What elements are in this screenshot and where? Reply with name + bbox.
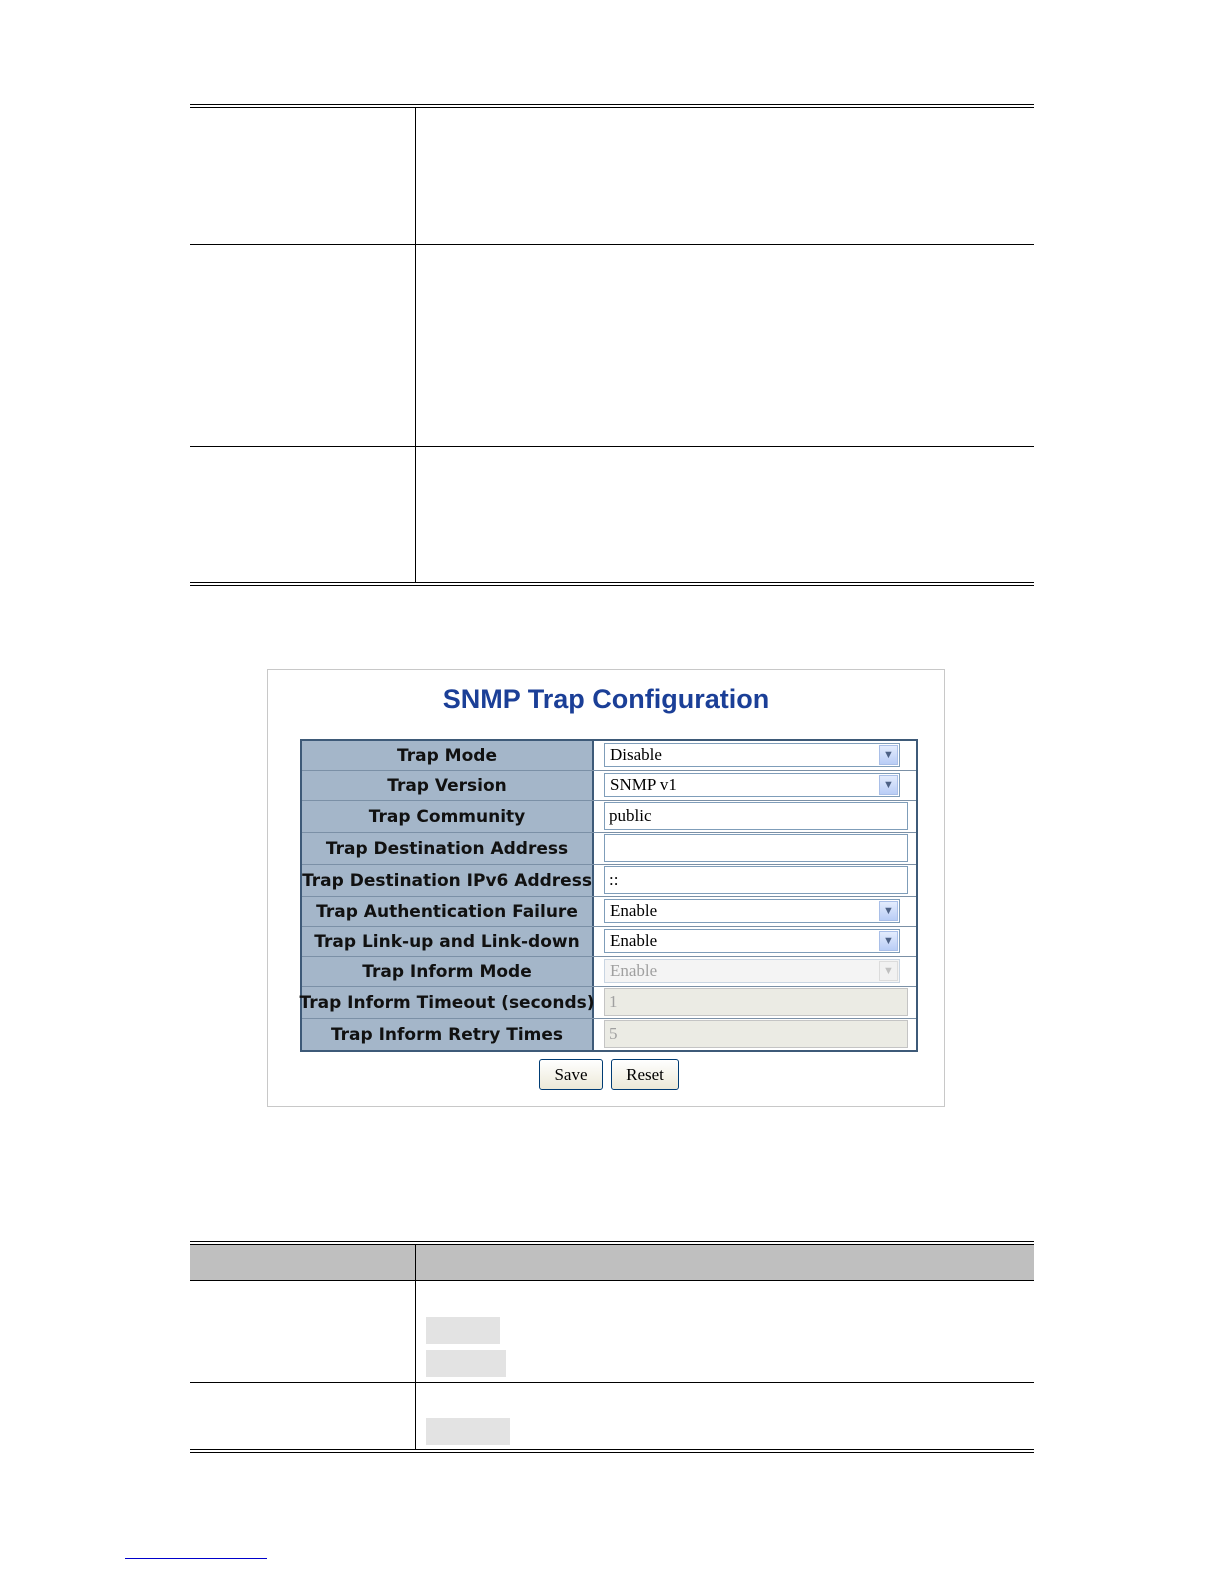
snmp-trap-config-panel [267, 669, 945, 1107]
chevron-down-icon: ▼ [879, 901, 898, 921]
label-trap-destination-address: Trap Destination Address [302, 833, 594, 864]
column-divider [415, 108, 416, 582]
trap-authentication-failure-select[interactable]: Enable ▼ [604, 899, 900, 923]
label-trap-inform-timeout: Trap Inform Timeout (seconds) [302, 987, 594, 1018]
label-trap-mode: Trap Mode [302, 741, 594, 770]
row-divider [190, 244, 1034, 245]
trap-destination-address-input[interactable] [604, 834, 908, 862]
label-trap-link-up-down: Trap Link-up and Link-down [302, 927, 594, 956]
row-trap-inform-retry [302, 1019, 916, 1050]
label-trap-inform-mode: Trap Inform Mode [302, 957, 594, 986]
trap-inform-timeout-input: 1 [604, 988, 908, 1016]
row-trap-destination-address [302, 833, 916, 865]
row-divider [190, 446, 1034, 447]
column-divider [415, 1245, 416, 1449]
row-trap-community [302, 801, 916, 833]
row-trap-destination-ipv6 [302, 865, 916, 897]
row-trap-inform-mode [302, 957, 916, 987]
row-trap-mode [302, 741, 916, 771]
table-header [190, 1245, 1034, 1280]
label-trap-authentication-failure: Trap Authentication Failure [302, 897, 594, 926]
description-table-bottom [190, 1241, 1034, 1453]
panel-title: SNMP Trap Configuration [442, 684, 770, 714]
trap-version-select[interactable]: SNMP v1 ▼ [604, 773, 900, 797]
config-table [300, 739, 918, 1052]
label-trap-version: Trap Version [302, 771, 594, 800]
trap-community-input[interactable]: public [604, 802, 908, 830]
description-table-top [190, 104, 1034, 586]
label-trap-community: Trap Community [302, 801, 594, 832]
value-chip [426, 1350, 506, 1377]
row-divider [190, 1382, 1034, 1383]
value-chip [426, 1317, 500, 1344]
row-trap-inform-timeout [299, 987, 916, 1019]
save-button[interactable]: Save [539, 1059, 603, 1090]
row-trap-authentication-failure [302, 897, 916, 927]
chevron-down-icon: ▼ [879, 961, 898, 981]
trap-inform-mode-select: Enable ▼ [604, 959, 900, 983]
trap-inform-retry-input: 5 [604, 1020, 908, 1048]
row-trap-link-up-down [302, 927, 916, 957]
chevron-down-icon: ▼ [879, 931, 898, 951]
chevron-down-icon: ▼ [879, 775, 898, 795]
value-chip [426, 1418, 510, 1445]
trap-mode-select[interactable]: Disable ▼ [604, 743, 900, 767]
footer-link-underline [125, 1558, 267, 1559]
row-divider [190, 1280, 1034, 1281]
trap-link-up-down-select[interactable]: Enable ▼ [604, 929, 900, 953]
label-trap-destination-ipv6: Trap Destination IPv6 Address [302, 865, 594, 896]
row-trap-version [302, 771, 916, 801]
trap-destination-ipv6-input[interactable]: :: [604, 866, 908, 894]
chevron-down-icon: ▼ [879, 745, 898, 765]
label-trap-inform-retry: Trap Inform Retry Times [302, 1019, 594, 1050]
reset-button[interactable]: Reset [611, 1059, 679, 1090]
